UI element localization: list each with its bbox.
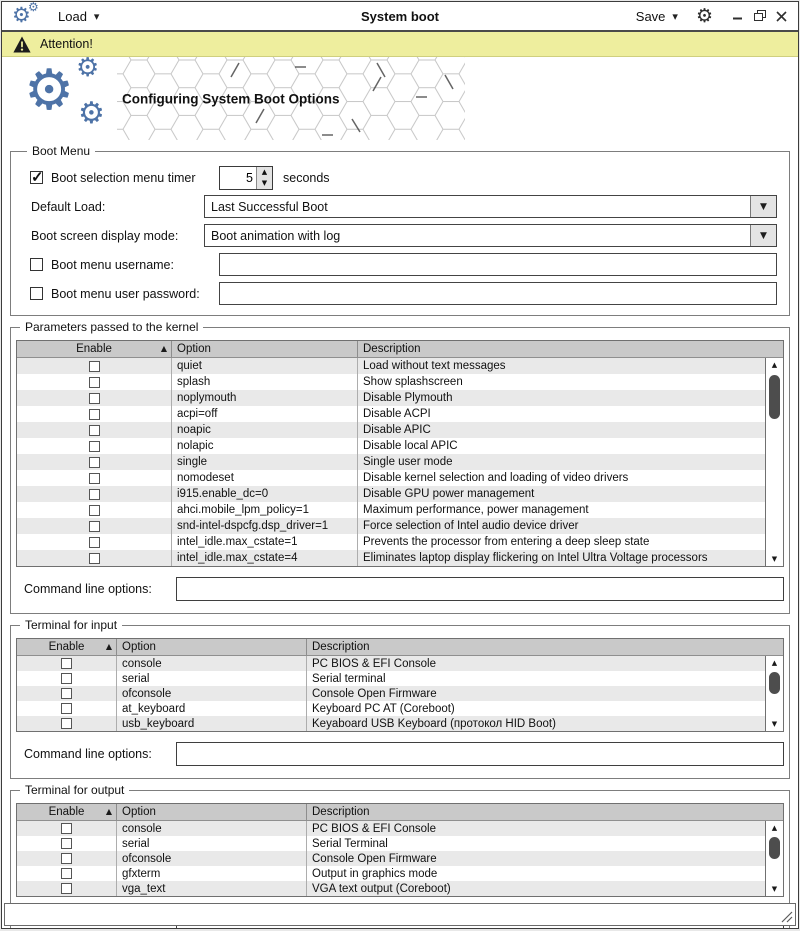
spin-down-icon: ▼ — [261, 179, 268, 187]
default-load-select[interactable] — [204, 195, 777, 218]
kernel-params-legend: Parameters passed to the kernel — [25, 320, 199, 334]
terminal-output-table — [16, 803, 784, 897]
attention-banner — [2, 32, 798, 57]
page-header — [2, 57, 798, 140]
description-cell: Load without text messages — [363, 360, 506, 372]
table-row — [17, 422, 765, 438]
option-cell: serial — [117, 671, 307, 686]
chevron-down-icon: ▾ — [672, 9, 678, 23]
row-enable-checkbox[interactable] — [61, 673, 72, 684]
username-input[interactable] — [219, 253, 777, 276]
option-cell: console — [117, 821, 307, 836]
option-column-header[interactable]: Option — [117, 639, 307, 655]
enable-cell — [17, 422, 172, 438]
enable-column-header[interactable]: Enable ▲ — [17, 341, 172, 357]
scroll-down-icon: ▼ — [771, 885, 778, 893]
display-mode-select[interactable] — [204, 224, 777, 247]
description-cell: Console Open Firmware — [312, 687, 437, 700]
row-enable-checkbox[interactable] — [61, 838, 72, 849]
terminal-output-legend: Terminal for output — [25, 783, 125, 797]
description-cell: Disable GPU power management — [363, 488, 535, 500]
enable-column-header[interactable]: Enable ▲ — [17, 639, 117, 655]
description-cell: Disable APIC — [363, 424, 431, 436]
status-bar — [4, 903, 796, 926]
description-cell: Disable ACPI — [363, 408, 431, 420]
enable-cell — [17, 486, 172, 502]
gear-icon: ⚙ — [695, 4, 713, 27]
row-enable-checkbox[interactable] — [61, 883, 72, 894]
description-column-header[interactable]: Description — [312, 806, 370, 818]
enable-cell — [17, 836, 117, 851]
scrollbar-track[interactable] — [766, 670, 783, 717]
option-cell: quiet — [172, 358, 358, 374]
enable-cell — [17, 502, 172, 518]
row-enable-checkbox[interactable] — [61, 868, 72, 879]
password-checkbox[interactable] — [30, 287, 43, 300]
option-cell: nomodeset — [172, 470, 358, 486]
option-cell: gfxterm — [117, 866, 307, 881]
scrollbar-thumb[interactable] — [769, 375, 780, 419]
username-label: Boot menu username: — [51, 257, 174, 272]
timer-unit-label: seconds — [283, 170, 330, 185]
warning-icon — [13, 36, 31, 53]
terminal-input-command-line-input[interactable] — [176, 742, 784, 766]
table-row — [17, 821, 765, 836]
spinner-down-button[interactable] — [257, 178, 272, 189]
terminal-input-legend: Terminal for input — [25, 618, 118, 632]
row-enable-checkbox[interactable] — [61, 718, 72, 729]
row-enable-checkbox[interactable] — [89, 361, 100, 372]
combo-dropdown-button[interactable] — [750, 225, 776, 246]
enable-cell — [17, 470, 172, 486]
row-enable-checkbox[interactable] — [61, 688, 72, 699]
enable-cell — [17, 656, 117, 671]
table-row — [17, 486, 765, 502]
title-bar — [2, 2, 798, 32]
enable-column-header[interactable]: Enable ▲ — [17, 804, 117, 820]
save-menu-label: Save — [635, 8, 666, 24]
scroll-up-button[interactable] — [766, 358, 783, 372]
timer-label: Boot selection menu timer — [51, 170, 196, 185]
description-cell: Serial Terminal — [312, 837, 388, 850]
description-cell: PC BIOS & EFI Console — [312, 822, 436, 835]
option-cell: intel_idle.max_cstate=1 — [172, 534, 358, 550]
scrollbar-track[interactable] — [766, 372, 783, 552]
display-mode-value: Boot animation with log — [211, 228, 341, 243]
table-row — [17, 881, 765, 896]
option-cell: intel_idle.max_cstate=4 — [172, 550, 358, 566]
description-cell: Output in graphics mode — [312, 867, 438, 880]
enable-cell — [17, 374, 172, 390]
password-row — [23, 282, 777, 305]
table-row — [17, 866, 765, 881]
username-row — [23, 253, 777, 276]
description-cell: Console Open Firmware — [312, 852, 437, 865]
row-enable-checkbox[interactable] — [89, 377, 100, 388]
option-cell: noapic — [172, 422, 358, 438]
description-cell: Serial terminal — [312, 672, 386, 685]
option-cell: ofconsole — [117, 686, 307, 701]
description-cell: VGA text output (Coreboot) — [312, 882, 451, 895]
option-cell: ofconsole — [117, 851, 307, 866]
table-row — [17, 534, 765, 550]
default-load-value: Last Successful Boot — [211, 199, 328, 214]
default-load-row — [23, 195, 777, 218]
kernel-command-line-input[interactable] — [176, 577, 784, 601]
enable-cell — [17, 390, 172, 406]
command-line-label: Command line options: — [24, 747, 152, 761]
scroll-down-icon: ▼ — [771, 555, 778, 563]
description-cell: Maximum performance, power management — [363, 504, 589, 516]
scroll-up-icon: ▲ — [771, 361, 778, 369]
option-cell: noplymouth — [172, 390, 358, 406]
description-cell: PC BIOS & EFI Console — [312, 657, 436, 670]
row-enable-checkbox[interactable] — [61, 658, 72, 669]
scroll-up-button[interactable] — [766, 656, 783, 670]
scroll-down-button[interactable] — [766, 552, 783, 566]
table-row — [17, 390, 765, 406]
gear-icon: ⚙ — [28, 1, 39, 14]
default-load-label: Default Load: — [31, 199, 106, 214]
row-enable-checkbox[interactable] — [89, 457, 100, 468]
scroll-down-icon: ▼ — [771, 720, 778, 728]
app-window — [1, 1, 799, 929]
option-column-header[interactable]: Option — [172, 341, 358, 357]
display-mode-label: Boot screen display mode: — [31, 228, 179, 243]
scroll-up-button[interactable] — [766, 821, 783, 835]
close-button[interactable] — [775, 10, 788, 23]
description-cell: Show splashscreen — [363, 376, 463, 388]
username-checkbox[interactable] — [30, 258, 43, 271]
row-enable-checkbox[interactable] — [89, 505, 100, 516]
load-menu-label: Load — [58, 8, 87, 24]
kernel-params-table — [16, 340, 784, 567]
enable-cell — [17, 438, 172, 454]
timer-row — [23, 166, 777, 189]
scrollbar-track[interactable] — [766, 835, 783, 882]
option-cell: splash — [172, 374, 358, 390]
table-row — [17, 502, 765, 518]
enable-cell — [17, 866, 117, 881]
table-row — [17, 438, 765, 454]
enable-cell — [17, 534, 172, 550]
spinner-up-button[interactable] — [257, 167, 272, 178]
row-enable-checkbox[interactable] — [89, 521, 100, 532]
row-enable-checkbox[interactable] — [89, 441, 100, 452]
table-row — [17, 716, 765, 731]
boot-menu-section — [10, 144, 790, 316]
kernel-params-section — [10, 320, 790, 614]
table-row — [17, 406, 765, 422]
row-enable-checkbox[interactable] — [89, 425, 100, 436]
load-menu-button[interactable] — [58, 9, 99, 24]
option-cell: ahci.mobile_lpm_policy=1 — [172, 502, 358, 518]
scroll-up-icon: ▲ — [771, 824, 778, 832]
table-scrollbar[interactable] — [765, 656, 783, 731]
combo-dropdown-button[interactable] — [750, 196, 776, 217]
enable-cell — [17, 821, 117, 836]
chevron-down-icon: ▾ — [93, 9, 100, 23]
row-enable-checkbox[interactable] — [61, 703, 72, 714]
description-cell: Disable kernel selection and loading of video drivers — [363, 472, 629, 484]
banner-title: Configuring System Boot Options — [122, 91, 340, 106]
chevron-down-icon: ▼ — [760, 201, 767, 212]
description-cell: Single user mode — [363, 456, 453, 468]
resize-grip[interactable] — [780, 910, 793, 923]
table-row — [17, 358, 765, 374]
scroll-down-button[interactable] — [766, 882, 783, 896]
sort-asc-icon: ▲ — [105, 807, 112, 816]
password-input[interactable] — [219, 282, 777, 305]
command-line-label: Command line options: — [24, 582, 152, 596]
enable-cell — [17, 881, 117, 896]
scroll-down-button[interactable] — [766, 717, 783, 731]
table-row — [17, 701, 765, 716]
table-header — [17, 639, 783, 656]
table-row — [17, 656, 765, 671]
spin-up-icon: ▲ — [261, 168, 268, 176]
command-line-row — [16, 577, 784, 601]
option-cell: acpi=off — [172, 406, 358, 422]
table-row — [17, 454, 765, 470]
check-icon: ✓ — [31, 169, 44, 186]
description-cell: Force selection of Intel audio device driver — [363, 520, 579, 532]
table-row — [17, 686, 765, 701]
table-row — [17, 851, 765, 866]
table-scrollbar[interactable] — [765, 821, 783, 896]
enable-cell — [17, 686, 117, 701]
timer-checkbox[interactable] — [30, 171, 43, 184]
description-cell: Eliminates laptop display flickering on Intel Ultra Voltage processors — [363, 552, 708, 564]
option-cell: snd-intel-dspcfg.dsp_driver=1 — [172, 518, 358, 534]
option-cell: console — [117, 656, 307, 671]
gear-icon: ⚙ — [12, 3, 31, 27]
description-column-header[interactable]: Description — [312, 641, 370, 653]
table-row — [17, 470, 765, 486]
timer-value-input[interactable] — [220, 167, 256, 189]
description-cell: Disable Plymouth — [363, 392, 453, 404]
table-header — [17, 804, 783, 821]
attention-label: Attention! — [40, 37, 93, 51]
gear-icon: ⚙ — [76, 57, 100, 83]
gears-illustration-icon — [26, 59, 118, 137]
row-enable-checkbox[interactable] — [89, 553, 100, 564]
sort-asc-icon: ▲ — [160, 344, 167, 353]
display-mode-row — [23, 224, 777, 247]
row-enable-checkbox[interactable] — [89, 489, 100, 500]
table-row — [17, 374, 765, 390]
option-cell: usb_keyboard — [117, 716, 307, 731]
minimize-button[interactable] — [731, 10, 744, 23]
command-line-row — [16, 742, 784, 766]
option-cell: i915.enable_dc=0 — [172, 486, 358, 502]
row-enable-checkbox[interactable] — [61, 853, 72, 864]
password-label: Boot menu user password: — [51, 286, 200, 301]
chevron-down-icon: ▼ — [760, 230, 767, 241]
table-scrollbar[interactable] — [765, 358, 783, 566]
scroll-up-icon: ▲ — [771, 659, 778, 667]
settings-gear-button[interactable] — [695, 4, 713, 27]
table-row — [17, 518, 765, 534]
option-cell: single — [172, 454, 358, 470]
save-menu-button[interactable] — [636, 9, 678, 24]
option-cell: at_keyboard — [117, 701, 307, 716]
description-cell: Keyaboard USB Keyboard (протокол HID Boot) — [312, 717, 556, 730]
enable-cell — [17, 518, 172, 534]
enable-cell — [17, 550, 172, 566]
page-title: System boot — [360, 8, 439, 24]
description-cell: Prevents the processor from entering a deep sleep state — [363, 536, 650, 548]
description-cell: Keyboard PC AT (Coreboot) — [312, 702, 455, 715]
enable-cell — [17, 358, 172, 374]
app-gears-icon — [12, 3, 42, 29]
description-column-header[interactable]: Description — [363, 343, 421, 355]
boot-menu-legend: Boot Menu — [32, 144, 91, 158]
enable-cell — [17, 851, 117, 866]
table-header — [17, 341, 783, 358]
gear-icon: ⚙ — [24, 58, 75, 123]
scrollbar-thumb[interactable] — [769, 672, 780, 694]
terminal-input-section — [10, 618, 790, 779]
option-cell: vga_text — [117, 881, 307, 896]
row-enable-checkbox[interactable] — [89, 473, 100, 484]
table-row — [17, 836, 765, 851]
terminal-input-table — [16, 638, 784, 732]
maximize-button[interactable] — [753, 10, 766, 23]
table-row — [17, 671, 765, 686]
enable-cell — [17, 716, 117, 731]
timer-spinner — [219, 166, 273, 190]
description-cell: Disable local APIC — [363, 440, 458, 452]
sort-asc-icon: ▲ — [105, 642, 112, 651]
window-controls — [731, 10, 788, 23]
row-enable-checkbox[interactable] — [89, 537, 100, 548]
option-cell: serial — [117, 836, 307, 851]
enable-cell — [17, 406, 172, 422]
option-column-header[interactable]: Option — [117, 804, 307, 820]
enable-cell — [17, 671, 117, 686]
row-enable-checkbox[interactable] — [89, 409, 100, 420]
row-enable-checkbox[interactable] — [61, 823, 72, 834]
enable-cell — [17, 701, 117, 716]
scrollbar-thumb[interactable] — [769, 837, 780, 859]
enable-cell — [17, 454, 172, 470]
table-row — [17, 550, 765, 566]
row-enable-checkbox[interactable] — [89, 393, 100, 404]
option-cell: nolapic — [172, 438, 358, 454]
gear-icon: ⚙ — [78, 96, 105, 131]
